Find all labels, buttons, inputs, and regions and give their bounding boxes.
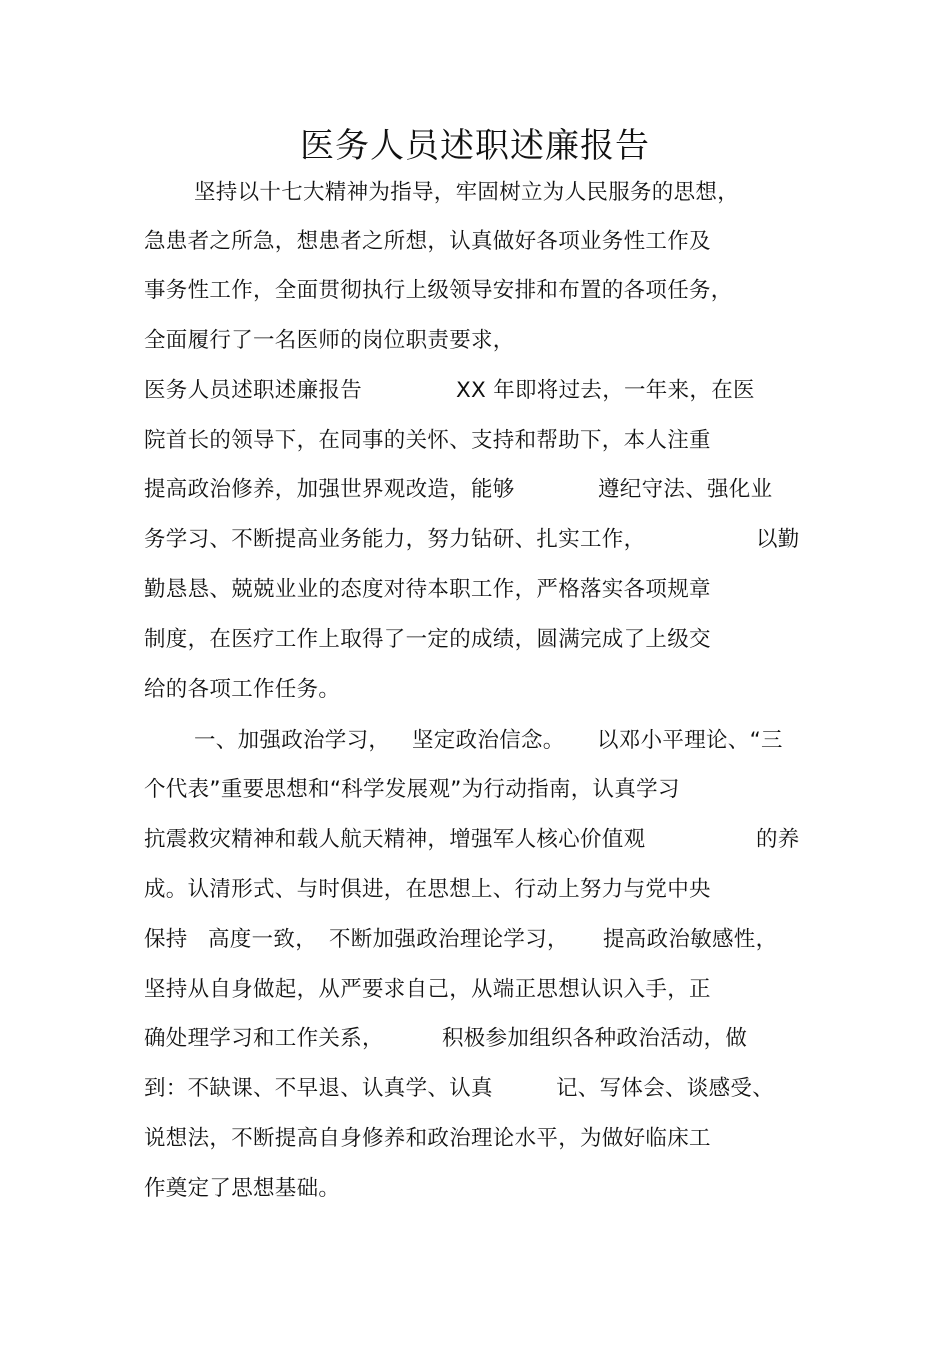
line-text: 以勤 (756, 527, 800, 552)
line-text: 全面履行了一名医师的岗位职责要求， (144, 328, 515, 353)
line-text: 急患者之所急，想患者之所想，认真做好各项业务性工作及 (144, 229, 711, 254)
line-text: 到：不缺课、不早退、认真学、认真 (144, 1076, 493, 1101)
line-text: 坚持以十七大精神为指导，牢固树立为人民服务的思想， (194, 180, 740, 205)
line-text: 不断加强政治理论学习， (329, 927, 569, 952)
line-text: 保持 (144, 927, 188, 952)
line-text: 积极参加组织各种政治活动，做 (442, 1026, 748, 1051)
line-text: 确处理学习和工作关系， (144, 1026, 384, 1051)
line-text: 提高政治敏感性， (603, 927, 778, 952)
line-text: 提高政治修养，加强世界观改造，能够 (144, 477, 515, 502)
line-text: 遵纪守法、强化业 (598, 477, 773, 502)
line-text: 一、加强政治学习， (194, 728, 391, 753)
line-text: XX 年即将过去，一年来，在医 (456, 378, 755, 403)
line-text: 制度，在医疗工作上取得了一定的成绩，圆满完成了上级交 (144, 627, 711, 652)
line-text: 以邓小平理论、“三 (597, 728, 783, 753)
line-text: 医务人员述职述廉报告 (144, 378, 363, 403)
line-text: 说想法，不断提高自身修养和政治理论水平，为做好临床工 (144, 1126, 711, 1151)
line-text: 高度一致， (208, 927, 318, 952)
document-title: 医务人员述职述廉报告 (300, 126, 650, 166)
line-text: 成。认清形式、与时俱进，在思想上、行动上努力与党中央 (144, 877, 711, 902)
line-text: 坚定政治信念。 (412, 728, 565, 753)
paragraph-line (144, 1174, 341, 1264)
line-text: 的养 (756, 827, 800, 852)
line-text: 给的各项工作任务。 (144, 677, 341, 702)
line-text: 抗震救灾精神和载人航天精神，增强军人核心价值观 (144, 827, 646, 852)
line-text: 记、写体会、谈感受、 (556, 1076, 775, 1101)
line-text: 坚持从自身做起，从严要求自己，从端正思想认识入手，正 (144, 977, 711, 1002)
line-text: 事务性工作，全面贯彻执行上级领导安排和布置的各项任务， (144, 278, 733, 303)
line-text: 作奠定了思想基础。 (144, 1176, 341, 1201)
line-text: 务学习、不断提高业务能力，努力钻研、扎实工作， (144, 527, 646, 552)
line-text: 个代表”重要思想和“科学发展观”为行动指南，认真学习 (144, 777, 680, 802)
line-text: 院首长的领导下，在同事的关怀、支持和帮助下，本人注重 (144, 428, 711, 453)
line-text: 勤恳恳、兢兢业业的态度对待本职工作，严格落实各项规章 (144, 577, 711, 602)
